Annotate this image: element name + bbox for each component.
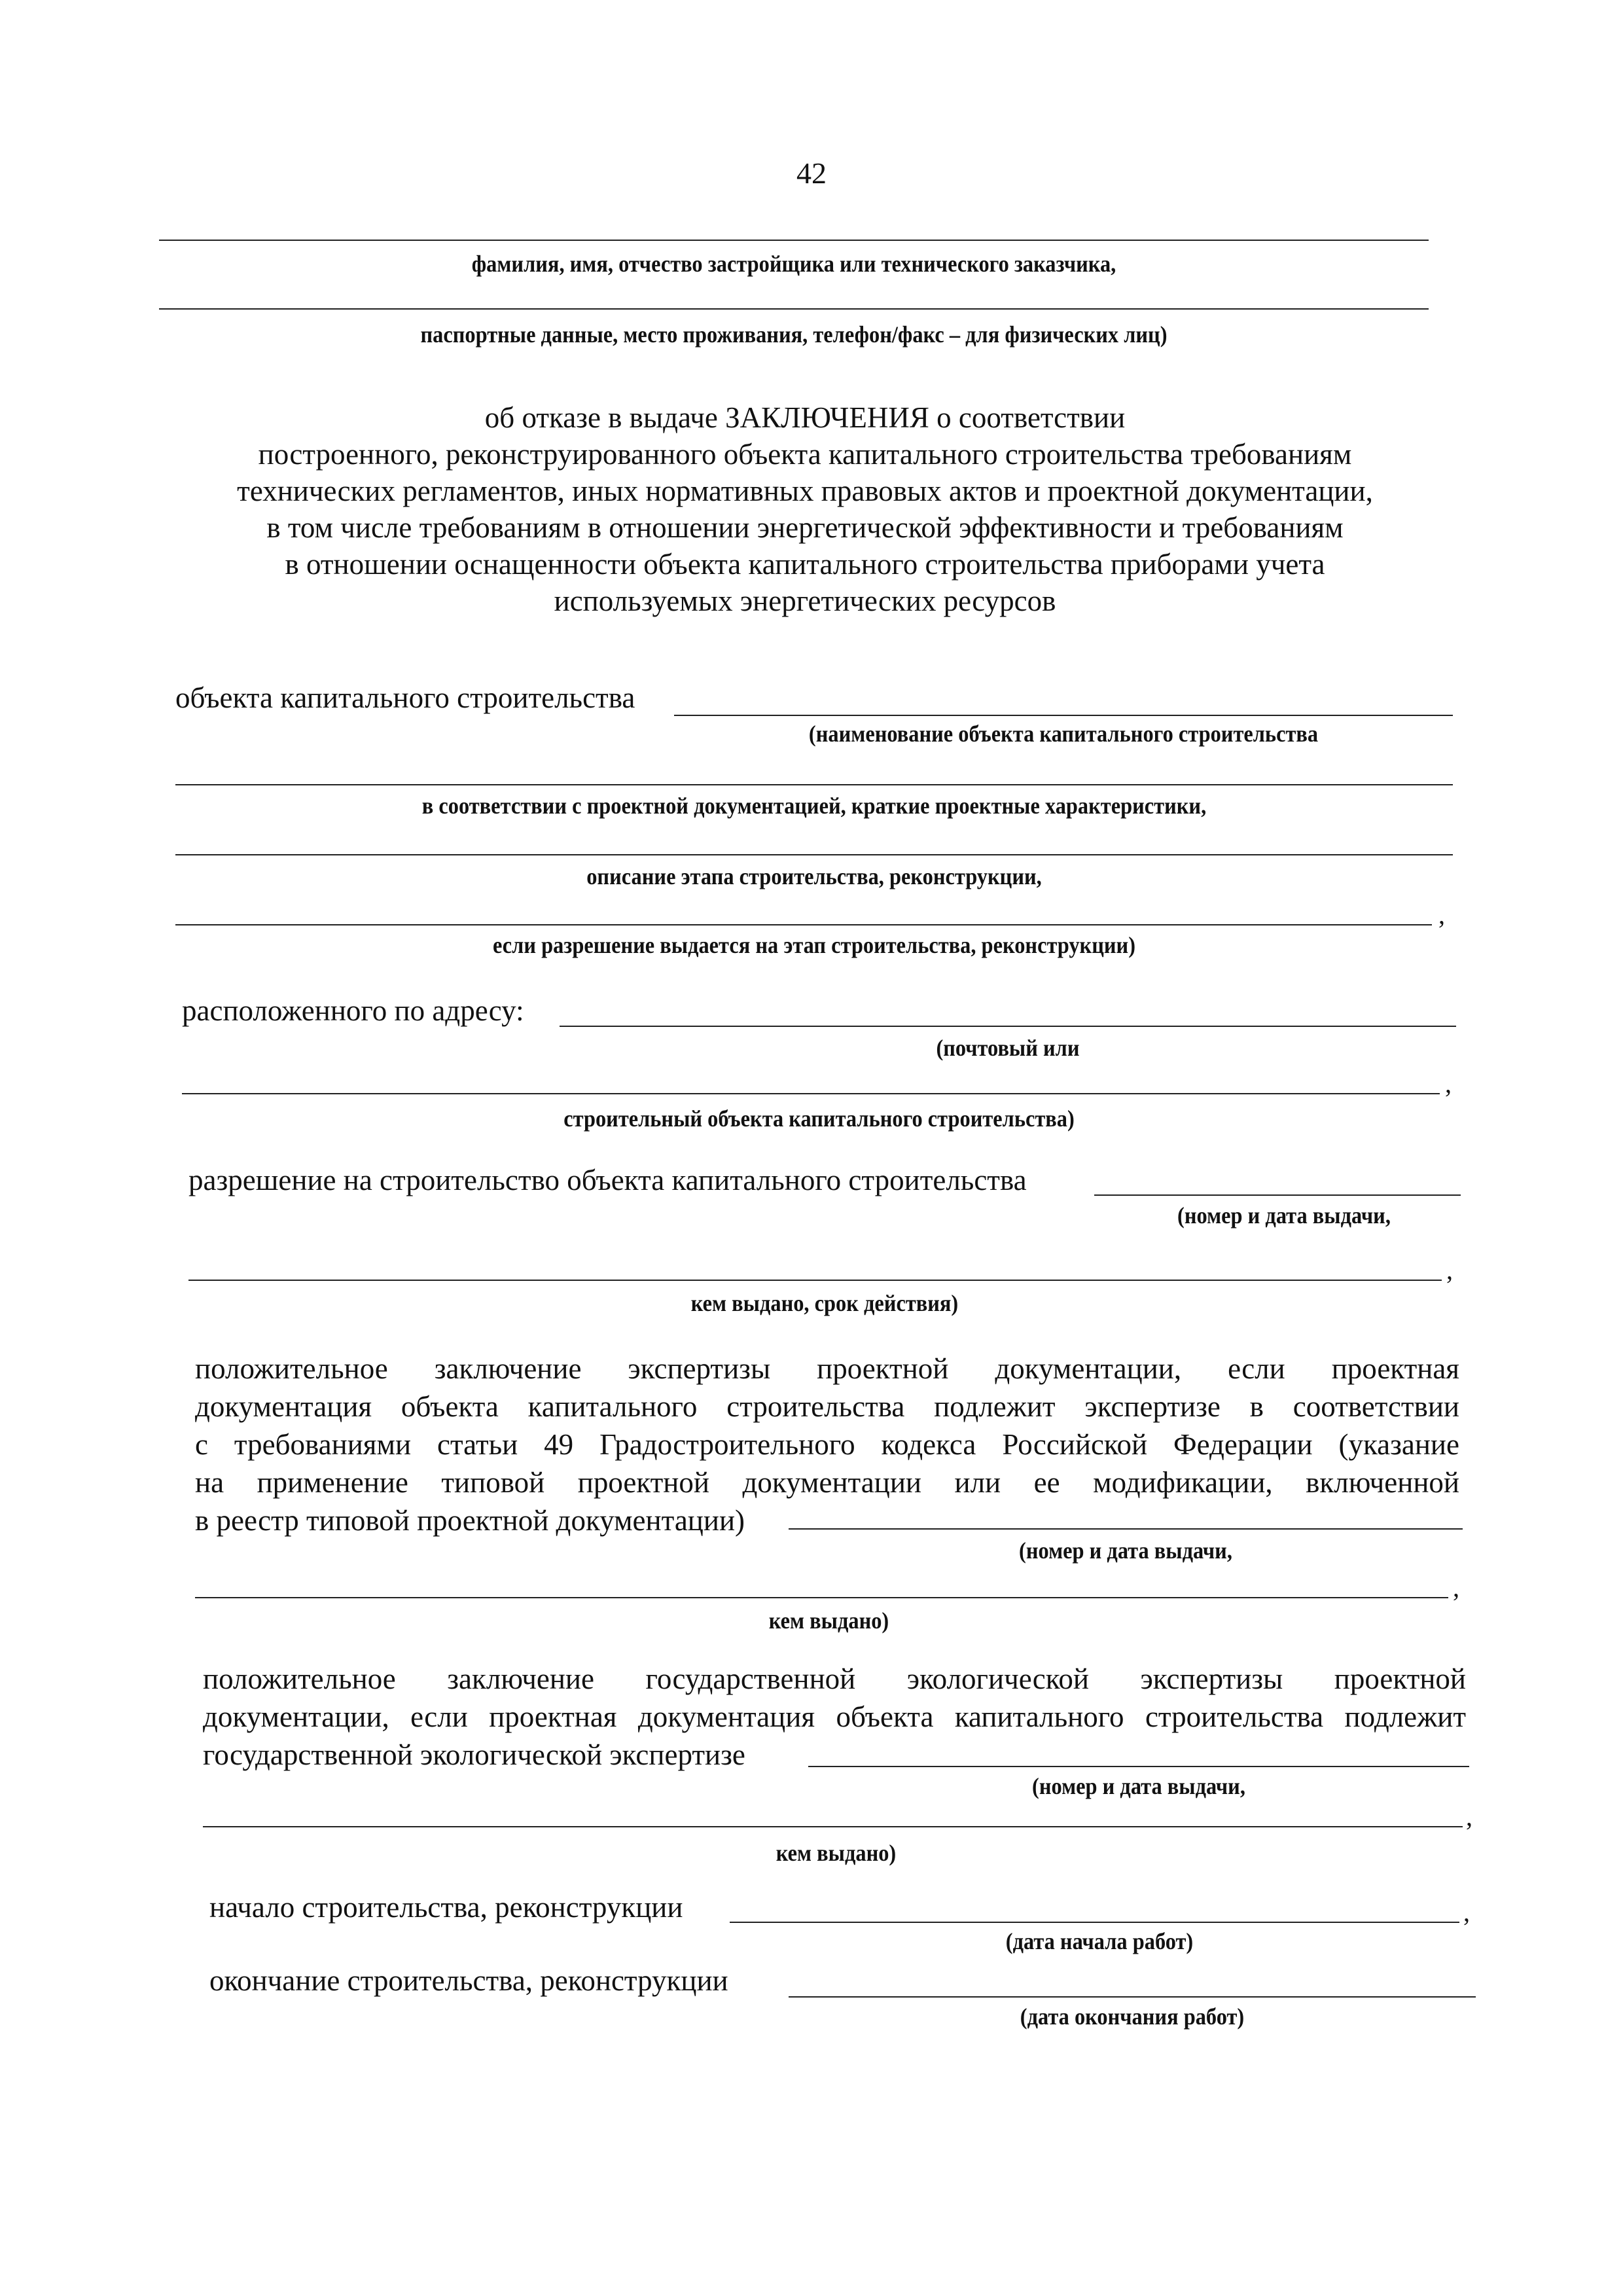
title-line: в отношении оснащенности объекта капитального строительства приборами учета [285,548,1325,581]
eco-expertise-hint-2: кем выдано) [776,1840,897,1866]
eco-expertise-line: документации, если проектная документация объекта капитального строительства подлежит [203,1700,1466,1733]
expertise-line-2[interactable] [195,1597,1448,1598]
object-hint-3: описание этапа строительства, реконструкции, [586,863,1042,889]
end-date-hint: (дата окончания работ) [1020,2003,1245,2030]
comma: , [1446,1255,1453,1285]
comma: , [1445,1069,1452,1098]
address-hint-1: (почтовый или [936,1035,1080,1061]
eco-expertise-line: государственной экологической экспертизе [203,1738,745,1771]
expertise-line: документация объекта капитального строительства подлежит экспертизе в соответствии [195,1390,1459,1423]
permit-hint-2: кем выдано, срок действия) [690,1290,959,1316]
object-line-2[interactable] [175,784,1453,785]
object-label: объекта капитального строительства [175,681,635,714]
applicant-details-hint: паспортные данные, место проживания, телефон/факс – для физических лиц) [420,321,1168,348]
expertise-paragraph [195,1350,1459,1539]
address-line-1[interactable] [560,1026,1456,1027]
title-line: используемых энергетических ресурсов [554,584,1056,617]
comma: , [1466,1802,1472,1831]
comma: , [1453,1573,1459,1602]
start-date-hint: (дата начала работ) [1005,1928,1194,1954]
permit-hint-1: (номер и дата выдачи, [1177,1202,1391,1229]
comma: , [1463,1897,1470,1927]
page-number: 42 [796,156,827,190]
object-name-hint: (наименование объекта капитального строительства [808,721,1319,747]
title-line: об отказе в выдаче ЗАКЛЮЧЕНИЯ о соответствии [484,401,1126,434]
expertise-line: с требованиями статьи 49 Градостроительного кодекса Российской Федерации (указание [195,1428,1459,1461]
expertise-hint-2: кем выдано) [768,1607,889,1634]
eco-expertise-hint-1: (номер и дата выдачи, [1032,1773,1245,1799]
object-hint-4: если разрешение выдается на этап строительства, реконструкции) [492,932,1136,958]
applicant-name-hint: фамилия, имя, отчество застройщика или технического заказчика, [471,251,1116,277]
comma: , [1438,900,1445,929]
expertise-line: положительное заключение экспертизы проектной документации, если проектная [195,1352,1459,1385]
object-name-line[interactable] [674,715,1453,716]
applicant-name-line[interactable] [159,240,1429,241]
expertise-line-1[interactable] [789,1528,1463,1530]
expertise-line: на применение типовой проектной документации или ее модификации, включенной [195,1466,1459,1499]
permit-line-1[interactable] [1094,1194,1461,1196]
end-label: окончание строительства, реконструкции [209,1964,728,1997]
start-date-line[interactable] [730,1922,1459,1923]
object-hint-2: в соответствии с проектной документацией, краткие проектные характеристики, [421,793,1207,819]
object-line-3[interactable] [175,854,1453,855]
eco-expertise-paragraph [203,1660,1466,1774]
object-line-4[interactable] [175,924,1432,925]
document-title [157,399,1453,619]
address-hint-2: строительный объекта капитального строительства) [563,1105,1075,1132]
end-date-line[interactable] [789,1996,1476,1998]
permit-label: разрешение на строительство объекта капитального строительства [188,1164,1027,1196]
address-line-2[interactable] [182,1093,1440,1094]
address-label: расположенного по адресу: [182,994,524,1027]
eco-expertise-line-1[interactable] [808,1766,1469,1767]
title-line: построенного, реконструированного объекта капитального строительства требованиям [258,438,1352,471]
start-label: начало строительства, реконструкции [209,1891,683,1924]
expertise-hint-1: (номер и дата выдачи, [1019,1537,1232,1564]
applicant-details-line[interactable] [159,308,1429,310]
eco-expertise-line: положительное заключение государственной экологической экспертизы проектной [203,1662,1466,1695]
title-line: технических регламентов, иных нормативных правовых актов и проектной документации, [237,475,1373,507]
expertise-line: в реестр типовой проектной документации) [195,1504,745,1537]
title-line: в том числе требованиям в отношении энергетической эффективности и требованиям [266,511,1344,544]
permit-line-2[interactable] [188,1280,1442,1281]
eco-expertise-line-2[interactable] [203,1826,1463,1827]
